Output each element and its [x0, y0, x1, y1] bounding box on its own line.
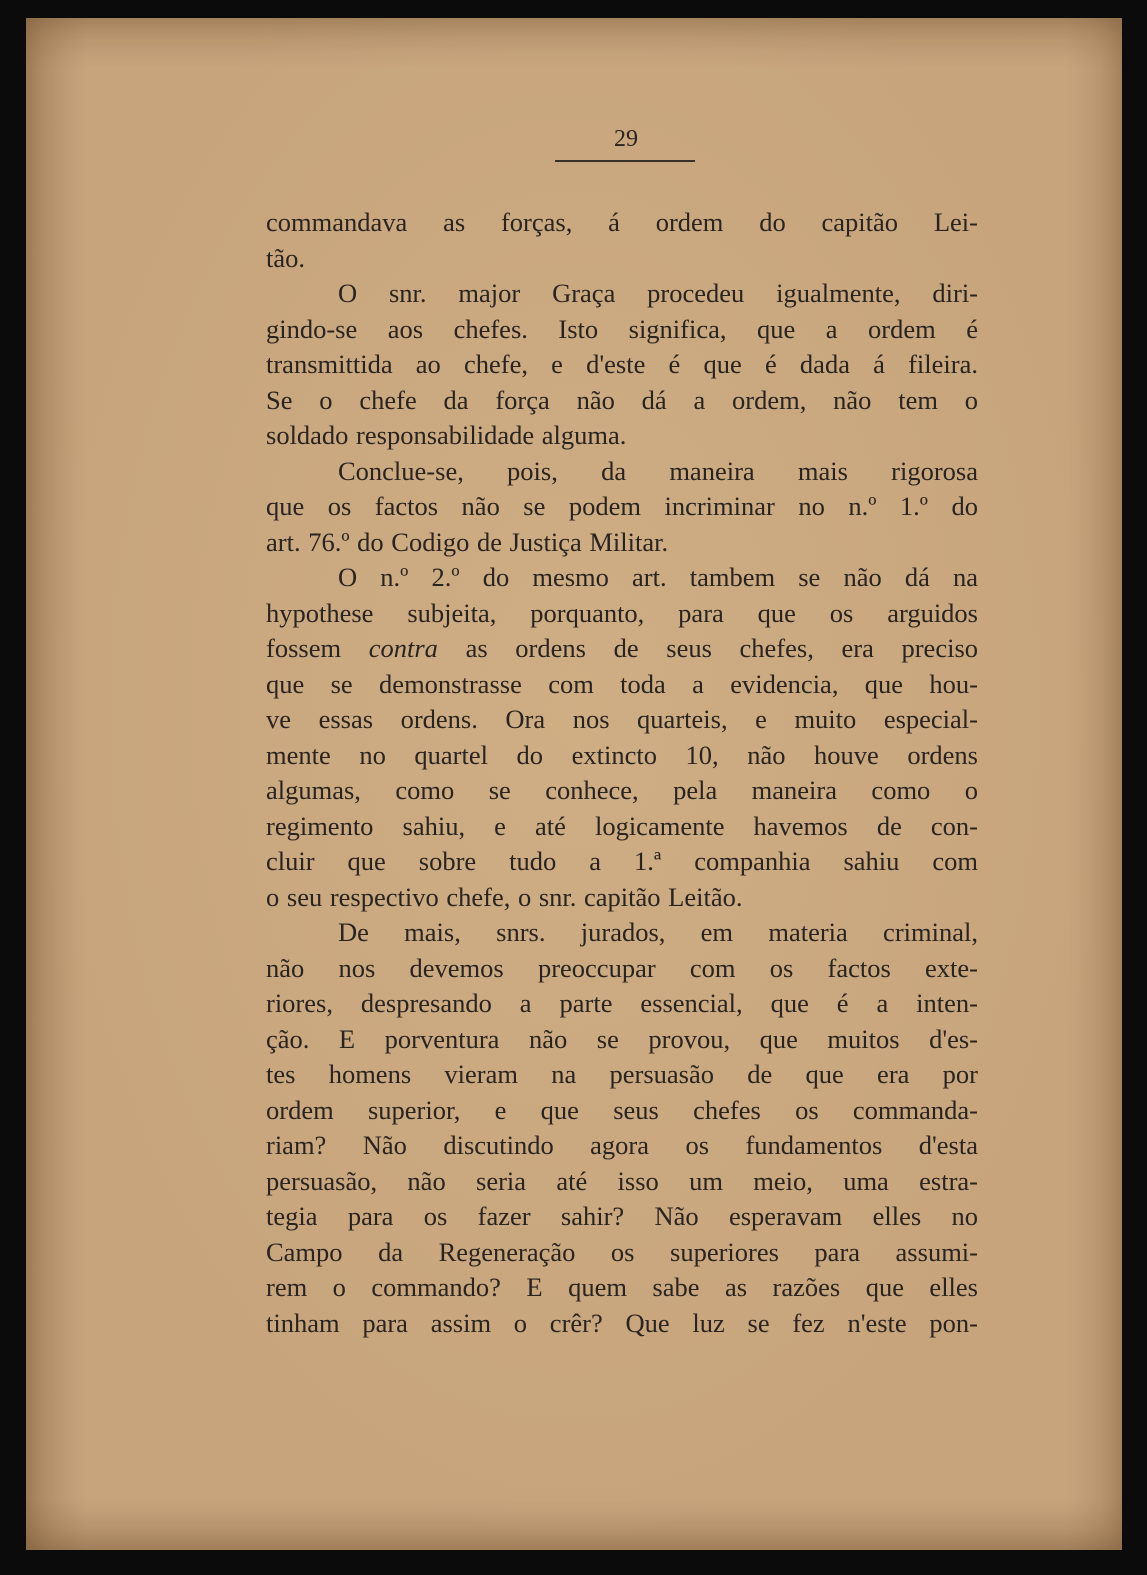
- text-line: gindo-se aos chefes. Isto significa, que a ordem é: [266, 313, 978, 344]
- text-line: tes homens vieram na persuasão de que era por: [266, 1059, 978, 1089]
- text-line: Se o chefe da força não dá a ordem, não tem o: [266, 384, 978, 415]
- book-page: [26, 18, 1122, 1550]
- text-line: ordem superior, e que seus chefes os commanda-: [266, 1094, 978, 1125]
- text-line: tão.: [266, 242, 305, 273]
- text-line: tegia para os fazer sahir? Não esperavam elles no: [266, 1201, 978, 1231]
- text-line: cluir que sobre tudo a 1.ª companhia sahiu com: [266, 846, 978, 876]
- text-line: Conclue-se, pois, da maneira mais rigorosa: [338, 455, 978, 486]
- text-line-post: as ordens de seus chefes, era preciso: [437, 633, 979, 663]
- text-line: Campo da Regeneração os superiores para assumi-: [266, 1236, 978, 1267]
- text-line: rem o commando? E quem sabe as razões que elles: [266, 1272, 978, 1302]
- text-line: mente no quartel do extincto 10, não houve ordens: [266, 739, 978, 770]
- text-line: transmittida ao chefe, e d'este é que é dada á fileira.: [266, 349, 978, 379]
- text-line: [266, 631, 978, 667]
- text-line: art. 76.º do Codigo de Justiça Militar.: [266, 526, 669, 557]
- text-line: hypothese subjeita, porquanto, para que os arguidos: [266, 597, 978, 628]
- text-line: não nos devemos preoccupar com os factos exte-: [266, 952, 978, 983]
- text-line: tinham para assim o crêr? Que luz se fez n'este pon-: [266, 1307, 978, 1338]
- text-line: persuasão, não seria até isso um meio, uma estra-: [266, 1165, 978, 1196]
- text-line: O n.º 2.º do mesmo art. tambem se não dá na: [338, 562, 978, 592]
- text-line: ve essas ordens. Ora nos quarteis, e muito especial-: [266, 704, 978, 734]
- text-line: que se demonstrasse com toda a evidencia, que hou-: [266, 668, 978, 699]
- text-line: commandava as forças, á ordem do capitão Lei-: [266, 207, 978, 237]
- text-line-pre: fossem: [266, 633, 369, 663]
- text-line: De mais, snrs. jurados, em materia criminal,: [338, 917, 978, 947]
- header-rule: [555, 160, 695, 162]
- text-line: riam? Não discutindo agora os fundamentos d'esta: [266, 1130, 978, 1160]
- text-line: que os factos não se podem incriminar no n.º 1.º do: [266, 491, 978, 521]
- text-line: O snr. major Graça procedeu igualmente, diri-: [338, 278, 978, 308]
- page-number: 29: [614, 126, 638, 152]
- text-line: ção. E porventura não se provou, que muitos d'es-: [266, 1023, 978, 1054]
- italic-word: contra: [368, 633, 438, 663]
- text-line: algumas, como se conhece, pela maneira como o: [266, 775, 978, 805]
- text-line: regimento sahiu, e até logicamente havemos de con-: [266, 810, 978, 841]
- body-text: [266, 205, 978, 1341]
- text-line: riores, despresando a parte essencial, que é a inten-: [266, 988, 978, 1018]
- text-line: soldado responsabilidade alguma.: [266, 420, 627, 450]
- text-line: o seu respectivo chefe, o snr. capitão Leitão.: [266, 881, 743, 912]
